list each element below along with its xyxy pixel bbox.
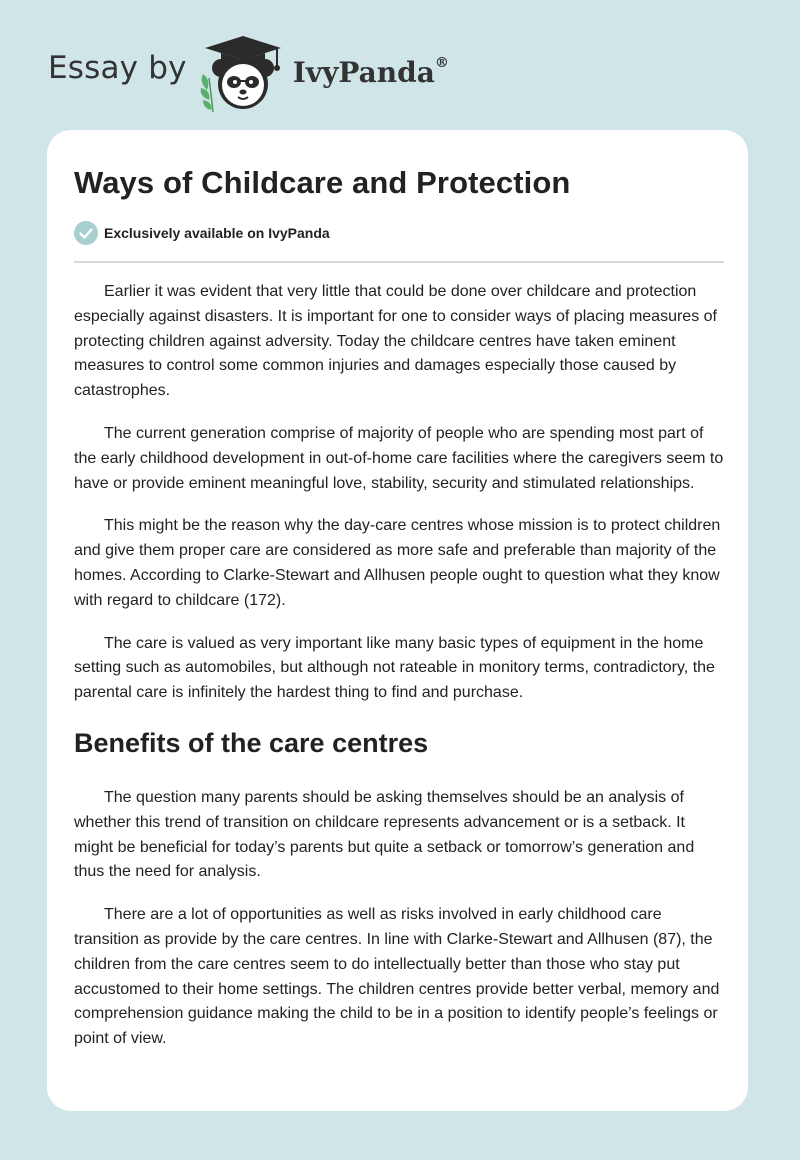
site-header	[48, 34, 449, 114]
essay-body	[74, 280, 724, 1070]
essay-card	[47, 130, 748, 1111]
panda-logo-icon[interactable]	[197, 34, 293, 114]
brand-name[interactable]	[293, 56, 449, 89]
paragraph: Earlier it was evident that very little that could be done over childcare and protection especially against disasters. It is important for one to consider ways of placing measures of protecting children against adversity. Today the childcare centres have taken eminent measures to control some common injuries and damages especially those caused by catastrophes.	[74, 283, 717, 400]
section-heading: Benefits of the care centres	[74, 727, 429, 758]
brand-name-text: IvyPanda	[292, 55, 435, 89]
paragraph: The care is valued as very important like many basic types of equipment in the home setting such as automobiles, but although not rateable in monitory terms, contradictory, the parental care is infinitely the hardest thing to find and purchase.	[74, 634, 715, 702]
essay-by-label: Essay by	[48, 50, 187, 86]
registered-mark: ®	[434, 55, 449, 72]
paragraph: This might be the reason why the day-care centres whose mission is to protect children and give them proper care are considered as more safe and preferable than majority of the homes. According to Clarke-Stewart and Allhusen people ought to question what they know with regard to childcare (172).	[74, 517, 721, 609]
check-circle-icon	[74, 221, 98, 245]
page-title: Ways of Childcare and Protection	[74, 165, 571, 200]
exclusive-badge-text: Exclusively available on IvyPanda	[104, 225, 330, 241]
paragraph: The current generation comprise of majority of people who are spending most part of the early childhood development in out-of-home care facilities where the caregivers seem to have or provide eminent meaningful love, stability, security and stimulated relationships.	[74, 424, 724, 492]
paragraph: The question many parents should be asking themselves should be an analysis of whether this trend of transition on childcare represents advancement or is a setback. It might be beneficial for today’s parents but quite a setback or tomorrow’s generation and thus the need for analysis.	[74, 788, 695, 881]
exclusive-badge	[74, 221, 330, 245]
paragraph: There are a lot of opportunities as well as risks involved in early childhood care transition as provide by the care centres. In line with Clarke-Stewart and Allhusen (87), the children from the care centres seem to do intellectually better than those who stay put accustomed to their home settings. The children centres provide better verbal, memory and comprehension guidance making the child to be in a position to identify people’s feelings or point of view.	[74, 906, 720, 1048]
title-divider	[74, 261, 724, 263]
